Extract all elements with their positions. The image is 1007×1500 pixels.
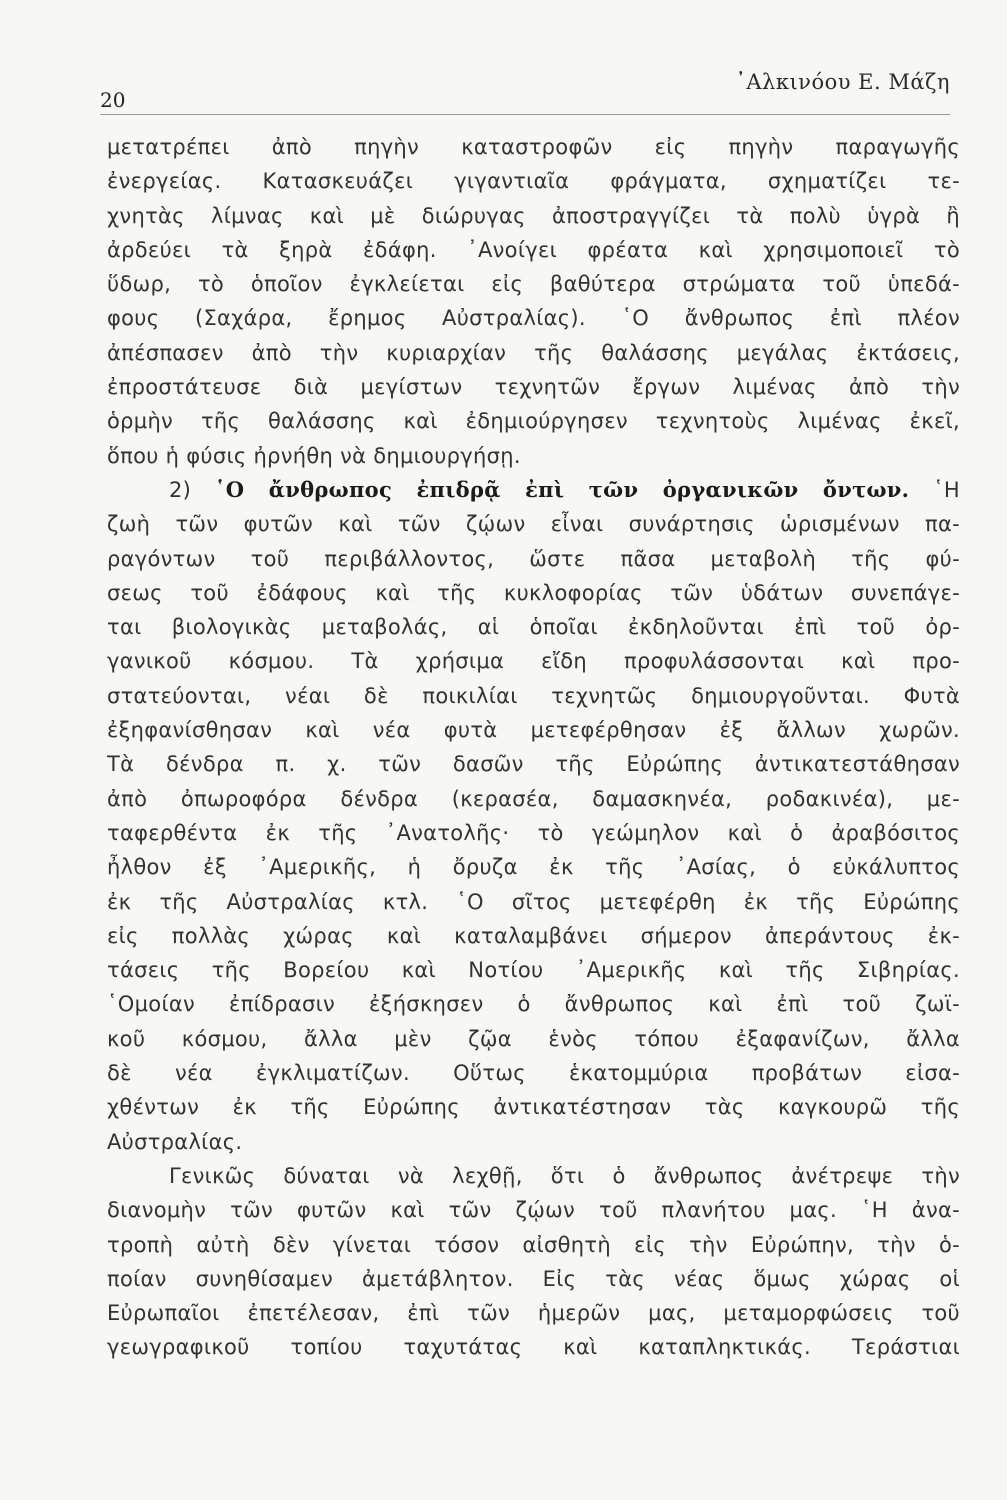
text-line: τροπὴ αὐτὴ δὲν γίνεται τόσον αἰσθητὴ εἰς τὴν Εὐρώπην, τὴν ὁ- [107, 1232, 960, 1257]
text-line: ὕδωρ, τὸ ὁποῖον ἐγκλείεται εἰς βαθύτερα στρώματα τοῦ ὑπεδά- [107, 272, 960, 297]
section-heading: ῾Ο ἄνθρωπος ἐπιδρᾷ ἐπὶ τῶν ὀργανικῶν ὄντων. [214, 476, 910, 502]
text-line: δὲ νέα ἐγκλιματίζων. Οὕτως ἑκατομμύρια προβάτων εἰσα- [107, 1061, 960, 1086]
text-line: ζωὴ τῶν φυτῶν καὶ τῶν ζῴων εἶναι συνάρτησις ὡρισμένων πα- [107, 512, 960, 537]
section-2-heading-line [107, 473, 960, 507]
header-rule [100, 114, 950, 115]
section-number: 2) [169, 477, 192, 502]
text-line: τάσεις τῆς Βορείου καὶ Νοτίου ᾿Αμερικῆς καὶ τῆς Σιβηρίας. [107, 958, 960, 983]
text-line: ὅπου ἡ φύσις ἠρνήθη νὰ δημιουργήσῃ. [107, 443, 521, 468]
text-line: ῾Ομοίαν ἐπίδρασιν ἐξήσκησεν ὁ ἄνθρωπος καὶ ἐπὶ τοῦ ζωϊ- [107, 992, 960, 1017]
text-line: χθέντων ἐκ τῆς Εὐρώπης ἀντικατέστησαν τὰς καγκουρῶ τῆς [107, 1095, 960, 1120]
text-line: ἀρδεύει τὰ ξηρὰ ἐδάφη. ᾿Ανοίγει φρέατα καὶ χρησιμοποιεῖ τὸ [107, 237, 960, 262]
text-line: φους (Σαχάρα, ἔρημος Αὐστραλίας). ῾Ο ἄνθρωπος ἐπὶ πλέον [107, 306, 960, 331]
text-line: ὁρμὴν τῆς θαλάσσης καὶ ἐδημιούργησεν τεχνητοὺς λιμένας ἐκεῖ, [107, 409, 960, 434]
text-line: Εὐρωπαῖοι ἐπετέλεσαν, ἐπὶ τῶν ἡμερῶν μας, μεταμορφώσεις τοῦ [107, 1301, 960, 1326]
text-line: ραγόντων τοῦ περιβάλλοντος, ὥστε πᾶσα μεταβολὴ τῆς φύ- [107, 546, 960, 571]
text-line: ται βιολογικὰς μεταβολάς, αἱ ὁποῖαι ἐκδηλοῦνται ἐπὶ τοῦ ὀρ- [107, 615, 960, 640]
text-line: ἀπὸ ὀπωροφόρα δένδρα (κερασέα, δαμασκηνέα, ροδακινέα), με- [107, 786, 960, 811]
text-line: μετατρέπει ἀπὸ πηγὴν καταστροφῶν εἰς πηγὴν παραγωγῆς [107, 135, 960, 159]
text-line: διανομὴν τῶν φυτῶν καὶ τῶν ζῴων τοῦ πλανήτου μας. ῾Η ἀνα- [107, 1198, 960, 1223]
text-line: ἦλθον ἐξ ᾿Αμερικῆς, ἡ ὄρυζα ἐκ τῆς ᾿Ασίας, ὁ εὐκάλυπτος [107, 855, 960, 880]
text-line: ταφερθέντα ἐκ τῆς ᾿Ανατολῆς· τὸ γεώμηλον καὶ ὁ ἀραβόσιτος [107, 820, 960, 845]
text-line: γεωγραφικοῦ τοπίου ταχυτάτας καὶ καταπληκτικάς. Τεράστιαι [107, 1335, 960, 1360]
text-line: ἐνεργείας. Κατασκευάζει γιγαντιαῖα φράγματα, σχηματίζει τε- [107, 169, 960, 194]
text-line: ἐπροστάτευσε διὰ μεγίστων τεχνητῶν ἔργων λιμένας ἀπὸ τὴν [107, 375, 960, 400]
running-head: ᾿Αλκινόου Ε. Μάζη [735, 70, 950, 94]
text-line: στατεύονται, νέαι δὲ ποικιλίαι τεχνητῶς δημιουργοῦνται. Φυτὰ [107, 683, 960, 708]
text-line: Αὐστραλίας. [107, 1129, 243, 1154]
body-text [107, 130, 960, 1365]
text-line: Τὰ δένδρα π. χ. τῶν δασῶν τῆς Εὐρώπης ἀντικατεστάθησαν [107, 752, 960, 777]
text-line: χνητὰς λίμνας καὶ μὲ διώρυγας ἀποστραγγίζει τὰ πολὺ ὑγρὰ ἢ [107, 203, 960, 228]
page-header [100, 70, 950, 114]
text-line: ποίαν συνηθίσαμεν ἀμετάβλητον. Εἰς τὰς νέας ὅμως χώρας οἱ [107, 1266, 960, 1291]
section-first-words: ῾Η [933, 477, 960, 502]
text-line: εἰς πολλὰς χώρας καὶ καταλαμβάνει σήμερον ἀπεράντους ἐκ- [107, 923, 960, 948]
page-number: 20 [100, 88, 126, 112]
text-line: ἐξηφανίσθησαν καὶ νέα φυτὰ μετεφέρθησαν ἐξ ἄλλων χωρῶν. [107, 718, 960, 743]
text-line: γανικοῦ κόσμου. Τὰ χρήσιμα εἴδη προφυλάσσονται καὶ προ- [107, 649, 960, 674]
text-line: κοῦ κόσμου, ἄλλα μὲν ζῷα ἑνὸς τόπου ἐξαφανίζων, ἄλλα [107, 1026, 960, 1051]
text-line: ἐκ τῆς Αὐστραλίας κτλ. ῾Ο σῖτος μετεφέρθη ἐκ τῆς Εὐρώπης [107, 889, 960, 914]
text-line: ἀπέσπασεν ἀπὸ τὴν κυριαρχίαν τῆς θαλάσσης μεγάλας ἐκτάσεις, [107, 340, 960, 365]
text-line: σεως τοῦ ἐδάφους καὶ τῆς κυκλοφορίας τῶν ὑδάτων συνεπάγε- [107, 580, 960, 605]
text-line: Γενικῶς δύναται νὰ λεχθῇ, ὅτι ὁ ἄνθρωπος ἀνέτρεψε τὴν [169, 1163, 960, 1188]
